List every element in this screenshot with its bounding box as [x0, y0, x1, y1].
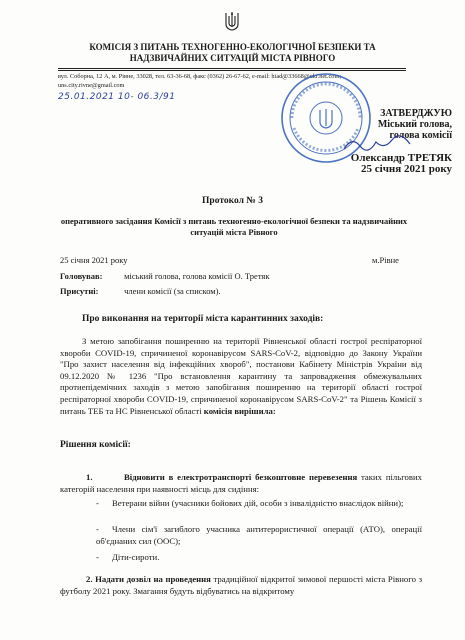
decision-2 — [60, 574, 422, 597]
decision-1-rest: таких пільгових категорій населення при наявності місць для сидіння: — [60, 472, 422, 494]
decision-1-item-text: Діти-сироти. — [112, 552, 160, 562]
present-value: члени комісії (за списком). — [124, 286, 221, 296]
header-rule-bottom — [58, 70, 406, 71]
meeting-description: оперативного засідання Комісії з питань техногенно-екологічної безпеки та надзвичайних ситуацій міста Рівного — [60, 216, 408, 237]
decision-1-item-text: Члени сім'ї загиблого учасника антитерористичної операції (АТО), операції об'єднаних сил (ООС); — [96, 524, 422, 546]
approval-title: ЗАТВЕРДЖУЮ — [380, 108, 452, 119]
decision-2-rest: традиційної відкритої зимової першості міста Рівного з футболу 2021 року. Змагання будуть відбуватись на відкритому — [60, 574, 423, 596]
decision-2-bold: 2. Надати дозвіл на проведення — [86, 574, 211, 584]
chair-label: Головував: — [60, 271, 103, 281]
decision-1-item: - Члени сім'ї загиблого учасника антитерористичної операції (АТО), операції об'єднаних сил (ООС); — [96, 524, 422, 546]
approval-date: 25 січня 2021 року — [361, 163, 452, 175]
decision-1-bold: Відновити в електротранспорті безкоштовне перевезення — [124, 472, 358, 482]
intro-text: З метою запобігання поширенню на території Рівненської області гострої респіраторної хвороби COVID-19, спричиненої коронавірусом SARS-CoV-2, відповідно до Закону України "Про захист населення від інфекційних хвороб", постанови Кабінету Міністрів України від 09.12.2020 № 1236 "Про встановлення карантину та запровадження обмежувальних протиепідемічних заходів з метою запобігання поширенню на території області гострої респіраторної хвороби COVID-19, спричиненої коронавірусом SARS-CoV-2" та Рішень Комісії з питань ТЕБ та НС Рівненської області — [60, 336, 422, 416]
protocol-title: Протокол № 3 — [202, 196, 263, 206]
decision-1-item: - Діти-сироти. — [96, 552, 160, 562]
present-row — [60, 286, 221, 296]
intro-paragraph — [60, 336, 422, 417]
handwritten-registration: 25.01.2021 10- 06.3/91 — [58, 92, 176, 102]
handwritten-signature-icon — [342, 134, 412, 154]
protocol-city: м.Рівне — [372, 255, 399, 265]
decisions-title: Рішення комісії: — [60, 440, 131, 450]
address-line-2: uns.city.rivne@gmail.com — [58, 82, 125, 89]
section-title: Про виконання на території міста карантинних заходів: — [82, 314, 324, 324]
decision-1-item: - Ветерани війни (учасники бойових дій, особи з інвалідністю внаслідок війни); — [96, 498, 404, 508]
approval-role-2: голова комісії — [389, 130, 452, 141]
decision-1-number: 1. — [86, 472, 93, 482]
header-rule-top — [58, 68, 406, 69]
approval-role-1: Міський голова, — [377, 119, 452, 130]
decision-1-item-text: Ветерани війни (учасники бойових дій, особи з інвалідністю внаслідок війни); — [112, 498, 404, 508]
protocol-date: 25 січня 2021 року — [60, 255, 128, 265]
decision-1 — [60, 472, 422, 495]
org-title: КОМІСІЯ З ПИТАНЬ ТЕХНОГЕННО-ЕКОЛОГІЧНОЇ БЕЗПЕКИ ТА НАДЗВИЧАЙНИХ СИТУАЦІЙ МІСТА РІВНОГО — [89, 42, 376, 63]
address-line: вул. Соборна, 12 А, м. Рівне, 33028, тел. 63-36-68, факс (0362) 26-67-62, e-mail: hiad@33668@ukr.net.com; — [58, 73, 342, 80]
approval-signer: Олександр ТРЕТЯК — [350, 152, 452, 164]
trident-emblem-icon — [224, 11, 240, 31]
chair-row — [60, 271, 269, 281]
present-label: Присутні: — [60, 286, 99, 296]
intro-bold: комісія вирішила: — [203, 405, 276, 416]
chair-value: міський голова, голова комісії О. Третяк — [124, 271, 270, 281]
